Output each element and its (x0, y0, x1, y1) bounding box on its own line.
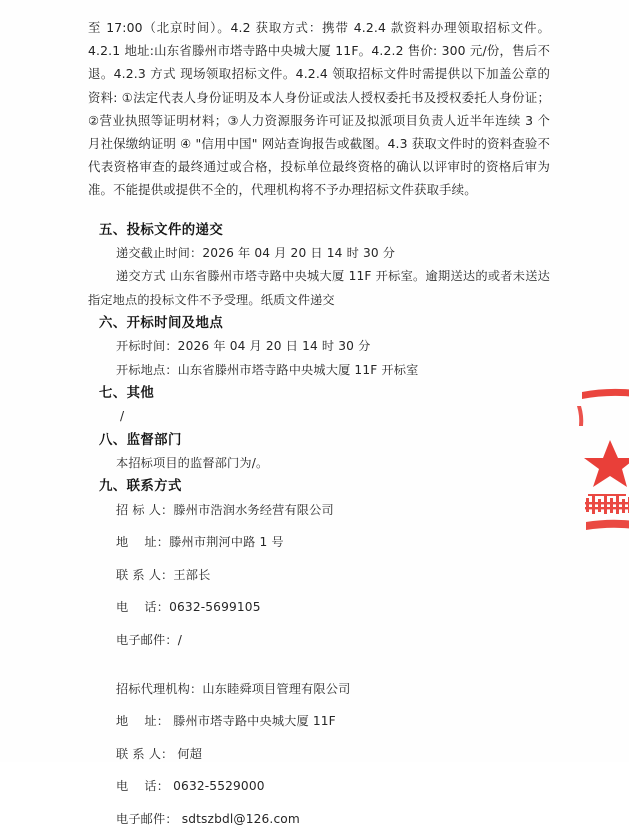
spacer (88, 799, 550, 808)
tenderer-address-label: 地 址： (116, 535, 170, 550)
spacer (88, 555, 550, 564)
tenderer-name-value: 滕州市浩润水务经营有限公司 (173, 503, 334, 518)
section-heading-seven: 七、其他 (99, 385, 155, 401)
tenderer-address-row (88, 531, 550, 554)
tenderer-phone-label: 电 话： (116, 600, 170, 615)
tenderer-contact-person-row (88, 564, 550, 587)
tenderer-name-label: 招 标 人： (116, 503, 174, 518)
spacer (88, 620, 550, 629)
spacer (88, 652, 550, 669)
spacer (88, 734, 550, 743)
section-heading-five: 五、投标文件的递交 (99, 222, 224, 238)
agency-phone-row (88, 775, 550, 798)
tenderer-contact-person-value: 王部长 (173, 567, 211, 582)
tenderer-phone-row (88, 596, 550, 619)
spacer (88, 587, 550, 596)
agency-address-label: 地 址： (116, 714, 170, 729)
spacer (88, 701, 550, 710)
official-seal-stamp (566, 386, 629, 544)
spacer (88, 202, 550, 219)
spacer (88, 766, 550, 775)
tenderer-contact-person-label: 联 系 人： (116, 567, 174, 582)
agency-contact-person-row (88, 743, 550, 766)
agency-name-label: 招标代理机构： (116, 682, 203, 697)
tenderer-name-row (88, 499, 550, 522)
agency-email-label: 电子邮件： (116, 811, 178, 826)
spacer (88, 522, 550, 531)
agency-phone-value: 0632-5529000 (169, 779, 265, 794)
tenderer-address-value: 滕州市荆河中路 1 号 (169, 535, 284, 550)
agency-email-value: sdtszbdl@126.com (177, 811, 300, 826)
tenderer-email-row (88, 629, 550, 652)
supervision-department-line: 本招标项目的监督部门为/。 (116, 456, 269, 471)
other-content-line: / (120, 409, 125, 424)
continuation-paragraph: 至 17:00（北京时间）。4.2 获取方式：携带 4.2.4 款资料办理领取招标文件。4.2.1 地址:山东省滕州市塔寺路中央城大厦 11F。4.2.2 售价: 300 元/份，售后不退。4.2.3 方式 现场领取招标文件。4.2.4 领取招标文件时需提供以下加盖公章的资料: ①法定代表人身份证明及本人身份证或法人授权委托书及授权委托人身份证；②营业执照等证明材料；③人力资源服务许可证及拟派项目负责人近半年连续 3 个月社保缴纳证明 ④ "信用中国" 网站查询报告或截图。4.3 获取文件时的资料查验不代表资格审查的最终通过或合格，投标单位最终资格的确认以评审时的资格后审为准。不能提供或提供不全的，代理机构将不予办理招标文件获取手续。 (88, 20, 550, 198)
agency-contact-person-value: 何超 (173, 746, 203, 761)
submission-method-line: 递交方式 山东省滕州市塔寺路中央城大厦 11F 开标室。逾期送达的或者未送达指定地点的投标文件不予受理。纸质文件递交 (88, 269, 550, 307)
section-heading-eight: 八、监督部门 (99, 432, 182, 448)
section-heading-six: 六、开标时间及地点 (99, 315, 224, 331)
agency-address-row (88, 710, 550, 733)
agency-name-value: 山东睦舜项目管理有限公司 (202, 682, 351, 697)
tenderer-phone-value: 0632-5699105 (169, 600, 261, 615)
agency-email-row (88, 808, 550, 831)
agency-contact-person-label: 联 系 人： (116, 746, 174, 761)
spacer (88, 669, 550, 678)
tenderer-email-label: 电子邮件： (116, 632, 178, 647)
submission-deadline-line: 递交截止时间：2026 年 04 月 20 日 14 时 30 分 (116, 246, 396, 261)
tenderer-email-value: / (177, 632, 182, 647)
bid-opening-place-line: 开标地点：山东省滕州市塔寺路中央城大厦 11F 开标室 (116, 362, 419, 377)
agency-address-value: 滕州市塔寺路中央城大厦 11F (169, 714, 336, 729)
bid-opening-time-line: 开标时间：2026 年 04 月 20 日 14 时 30 分 (116, 339, 371, 354)
section-heading-nine: 九、联系方式 (99, 479, 182, 495)
agency-phone-label: 电 话： (116, 779, 170, 794)
document-body (88, 16, 550, 831)
agency-name-row (88, 678, 550, 701)
